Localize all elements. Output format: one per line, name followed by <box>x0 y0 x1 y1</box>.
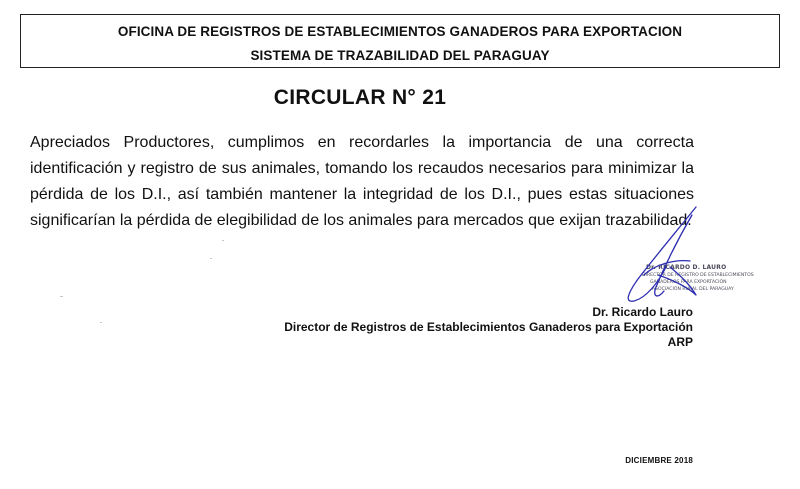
scan-speck <box>60 296 63 297</box>
handwritten-signature <box>600 205 720 315</box>
scan-speck <box>210 258 212 259</box>
circular-body: Apreciados Productores, cumplimos en recordarles la importancia de una correcta identificación y registro de sus animales, tomando los recaudos necesarios para minimizar la pérdida de los D.I., así también mantener la integridad de los D.I., pues estas situaciones significarían la pérdida de elegibilidad de los animales para mercados que exijan trazabilidad. <box>30 134 694 229</box>
office-name: OFICINA DE REGISTROS DE ESTABLECIMIENTOS GANADEROS PARA EXPORTACION <box>117 24 683 39</box>
circular-title: CIRCULAR N° 21 <box>273 86 447 109</box>
signature-block <box>284 305 693 350</box>
signer-name: Dr. Ricardo Lauro <box>592 305 693 319</box>
signer-position: Director de Registros de Establecimientos Ganaderos para Exportación <box>284 320 693 334</box>
signer-organization: ARP <box>667 335 693 349</box>
header-box <box>20 14 780 68</box>
scan-speck <box>100 322 102 323</box>
scan-speck <box>222 240 224 241</box>
stamp-line-1: DIRECTOR DE REGISTRO DE ESTABLECIMIENTOS <box>642 273 754 278</box>
stamp-line-3: ASOCIACIÓN RURAL DEL PARAGUAY <box>652 287 734 292</box>
stamp-name: Dr. RICARDO D. LAURO <box>646 264 727 271</box>
stamp-line-2: GANADEROS PARA EXPORTACIÓN <box>650 280 727 285</box>
system-name: SISTEMA DE TRAZABILIDAD DEL PARAGUAY <box>250 48 550 63</box>
document-date: DICIEMBRE 2018 <box>625 456 693 465</box>
